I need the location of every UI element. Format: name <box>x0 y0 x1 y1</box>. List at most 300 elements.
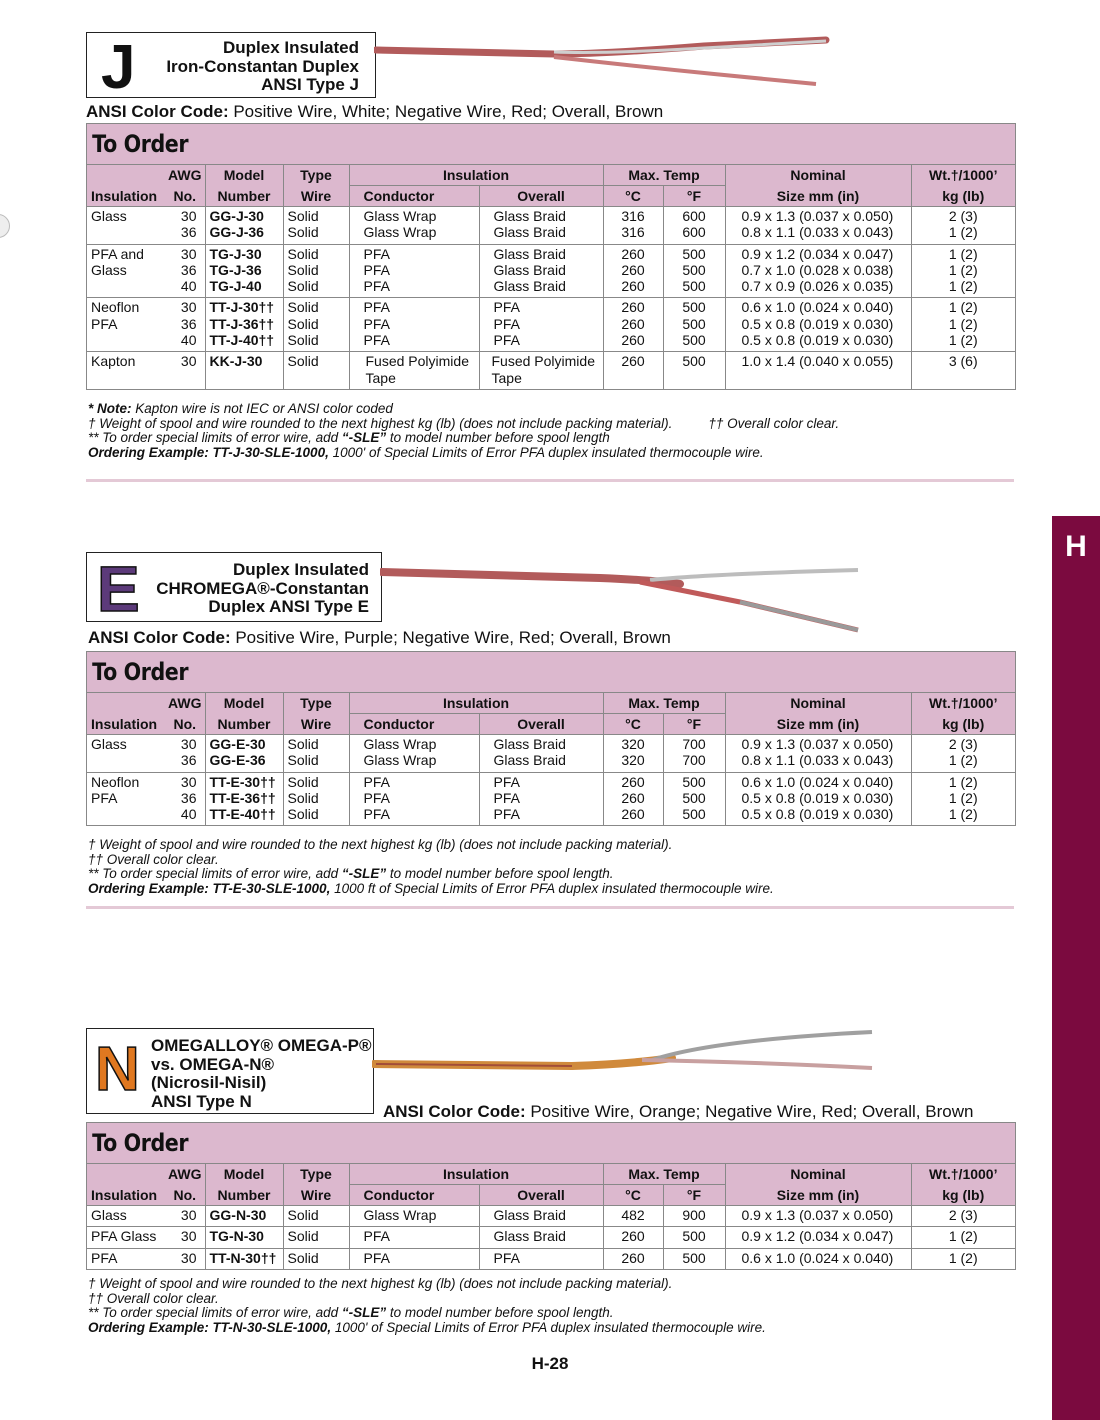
column-header: Conductor <box>349 1185 479 1206</box>
table-row <box>87 352 1015 389</box>
awg-cell: 40 <box>180 806 197 823</box>
size-cell: 0.5 x 0.8 (0.019 x 0.030) <box>725 332 911 352</box>
column-header: Type <box>283 1164 349 1185</box>
table-row <box>87 806 1015 825</box>
type-n-title-line-4: ANSI Type N <box>151 1091 252 1111</box>
footnote-line <box>88 1277 766 1292</box>
column-header: Conductor <box>349 186 479 207</box>
model-cell: TT-E-36†† <box>205 790 283 806</box>
temp-c-cell: 320 <box>603 752 663 772</box>
type-j-title-line-3: ANSI Type J <box>261 75 359 94</box>
table-row <box>87 1227 1015 1248</box>
temp-c-cell: 260 <box>603 278 663 298</box>
overall-cell: Glass Braid <box>479 207 603 225</box>
type-cell: Solid <box>283 207 349 225</box>
temp-f-cell: 900 <box>663 1206 725 1227</box>
type-cell: Solid <box>283 332 349 352</box>
temp-f-cell: 500 <box>663 332 725 352</box>
type-e-title-line-2: CHROMEGA®-Constantan <box>156 578 369 598</box>
size-cell: 0.9 x 1.3 (0.037 x 0.050) <box>725 1206 911 1227</box>
type-cell: Solid <box>283 752 349 772</box>
footnote-text: to model number before spool length <box>386 430 610 446</box>
temp-f-cell: 500 <box>663 278 725 298</box>
type-j-wire-image <box>374 32 834 92</box>
size-cell: 0.6 x 1.0 (0.024 x 0.040) <box>725 1248 911 1269</box>
type-cell: Solid <box>283 1248 349 1269</box>
temp-c-cell: 482 <box>603 1206 663 1227</box>
type-n-title-line-3: (Nicrosil-Nisil) <box>151 1073 267 1092</box>
type-n-notes <box>88 1277 766 1335</box>
overall-cell: Glass Braid <box>479 278 603 298</box>
weight-cell: 1 (2) <box>911 790 1015 806</box>
model-cell: TT-J-40†† <box>205 332 283 352</box>
overall-cell: PFA <box>479 316 603 332</box>
temp-f-cell: 700 <box>663 735 725 753</box>
type-cell: Solid <box>283 316 349 332</box>
temp-c-cell: 260 <box>603 1248 663 1269</box>
order-table <box>87 165 1015 389</box>
temp-f-cell: 500 <box>663 1227 725 1248</box>
overall-cell: Fused Polyimide Tape <box>479 352 603 389</box>
conductor-cell: PFA <box>349 790 479 806</box>
column-header: Model <box>205 165 283 186</box>
table-row <box>87 316 1015 332</box>
type-e-title-line-3: Duplex ANSI Type E <box>208 597 369 616</box>
footnote-text: † Weight of spool and wire rounded to the next highest kg (lb) (does not include packing material). <box>88 1276 673 1291</box>
overall-cell: Glass Braid <box>479 735 603 753</box>
conductor-cell: Glass Wrap <box>349 207 479 225</box>
type-cell: Solid <box>283 262 349 278</box>
insulation-cell: Glass <box>91 261 127 278</box>
temp-c-cell: 260 <box>603 298 663 316</box>
type-e-order-table <box>86 651 1016 826</box>
temp-f-cell: 500 <box>663 352 725 389</box>
column-header: Model <box>205 693 283 714</box>
awg-cell: 30 <box>165 1227 205 1248</box>
footnote-line <box>88 1306 766 1321</box>
footnote-text: 1000' of Special Limits of Error PFA duplex insulated thermocouple wire. <box>328 444 764 460</box>
size-cell: 0.9 x 1.2 (0.034 x 0.047) <box>725 244 911 262</box>
column-header: Number <box>205 186 283 207</box>
size-cell: 0.7 x 0.9 (0.026 x 0.035) <box>725 278 911 298</box>
temp-c-cell: 260 <box>603 316 663 332</box>
column-header: Nominal <box>725 165 911 186</box>
insulation-cell <box>87 278 165 298</box>
type-cell: Solid <box>283 244 349 262</box>
to-order-heading: To Order <box>87 124 1015 165</box>
insulation-cell: PFA <box>87 1248 165 1269</box>
conductor-cell: Glass Wrap <box>349 752 479 772</box>
footnote-bold: Ordering Example: TT-E-30-SLE-1000, <box>88 880 331 896</box>
column-header: Insulation <box>349 693 603 714</box>
table-row <box>87 790 1015 806</box>
type-n-order-table <box>86 1122 1016 1270</box>
column-header: Wire <box>283 186 349 207</box>
column-header: Overall <box>479 714 603 735</box>
to-order-heading: To Order <box>87 1123 1015 1164</box>
type-n-title-box <box>86 1028 374 1114</box>
column-header: °C <box>603 186 663 207</box>
column-header: Type <box>283 165 349 186</box>
overall-cell: PFA <box>479 1248 603 1269</box>
size-cell: 0.8 x 1.1 (0.033 x 0.043) <box>725 752 911 772</box>
overall-cell: Glass Braid <box>479 1227 603 1248</box>
type-e-letter: E <box>97 553 140 625</box>
awg-cell: 30 <box>165 735 205 753</box>
overall-cell: PFA <box>479 806 603 825</box>
temp-c-cell: 316 <box>603 207 663 225</box>
model-cell: GG-E-30 <box>205 735 283 753</box>
type-n-title-line-1: OMEGALLOY® OMEGA-P® <box>151 1036 372 1055</box>
temp-c-cell: 260 <box>603 244 663 262</box>
type-cell: Solid <box>283 772 349 790</box>
table-row <box>87 1248 1015 1269</box>
insulation-cell <box>87 806 165 825</box>
column-header: AWG <box>165 1164 205 1185</box>
insulation-cell: Kapton <box>87 352 165 389</box>
footnote-text: to model number before spool length. <box>386 1305 614 1321</box>
column-header <box>87 165 165 186</box>
overall-cell: Glass Braid <box>479 1206 603 1227</box>
footnote-line <box>88 417 839 432</box>
awg-cell: 30 <box>165 207 205 225</box>
column-header: Overall <box>479 1185 603 1206</box>
column-header: Insulation <box>349 165 603 186</box>
temp-f-cell: 500 <box>663 298 725 316</box>
temp-c-cell: 316 <box>603 224 663 244</box>
column-header: Max. Temp <box>603 1164 725 1185</box>
table-row <box>87 244 1015 262</box>
footnote-bold: * Note: <box>88 401 132 416</box>
footnote-line <box>88 431 839 446</box>
model-cell: TG-J-30 <box>205 244 283 262</box>
size-cell: 0.9 x 1.3 (0.037 x 0.050) <box>725 207 911 225</box>
column-header: Wire <box>283 714 349 735</box>
awg-cell: 30 <box>165 352 205 389</box>
column-header: Wt.†/1000’ <box>911 165 1015 186</box>
column-header: No. <box>165 714 205 735</box>
awg-cell: 40 <box>180 332 197 349</box>
footnote-text: 1000 ft of Special Limits of Error PFA duplex insulated thermocouple wire. <box>330 880 774 896</box>
column-header: Overall <box>479 186 603 207</box>
insulation-cell <box>87 332 165 352</box>
conductor-cell: Fused Polyimide Tape <box>349 352 479 389</box>
color-code-text: Positive Wire, White; Negative Wire, Red; Overall, Brown <box>228 102 664 121</box>
footnote-bold: Ordering Example: TT-J-30-SLE-1000, <box>88 444 329 460</box>
footnote-extra: †† Overall color clear. <box>708 415 840 431</box>
type-cell: Solid <box>283 806 349 825</box>
conductor-cell: PFA <box>349 772 479 790</box>
conductor-cell: PFA <box>349 244 479 262</box>
column-header: Insulation <box>87 186 165 207</box>
conductor-cell: PFA <box>349 1227 479 1248</box>
insulation-cell: PFA Glass <box>87 1227 165 1248</box>
column-header: Max. Temp <box>603 165 725 186</box>
type-n-letter: N <box>95 1035 140 1104</box>
weight-cell: 1 (2) <box>911 332 1015 352</box>
overall-cell: PFA <box>479 332 603 352</box>
type-e-color-code <box>88 628 671 648</box>
weight-cell: 2 (3) <box>911 1206 1015 1227</box>
model-cell: GG-N-30 <box>205 1206 283 1227</box>
footnote-text: ** To order special limits of error wire, add <box>88 866 342 882</box>
footnote-text: to model number before spool length. <box>386 866 614 882</box>
model-cell: GG-E-36 <box>205 752 283 772</box>
footnote-line <box>88 402 839 417</box>
type-cell: Solid <box>283 1227 349 1248</box>
column-header: No. <box>165 186 205 207</box>
model-cell: GG-J-36 <box>205 224 283 244</box>
footnote-text: Kapton wire is not IEC or ANSI color coded <box>131 401 393 416</box>
footnote-line <box>88 446 839 461</box>
size-cell: 0.9 x 1.3 (0.037 x 0.050) <box>725 735 911 753</box>
temp-c-cell: 260 <box>603 772 663 790</box>
awg-cell: 36 <box>180 315 197 332</box>
temp-c-cell: 260 <box>603 352 663 389</box>
temp-f-cell: 500 <box>663 772 725 790</box>
type-cell: Solid <box>283 790 349 806</box>
section-type-e <box>86 552 1016 922</box>
weight-cell: 1 (2) <box>911 1227 1015 1248</box>
model-cell: TT-J-36†† <box>205 316 283 332</box>
overall-cell: PFA <box>479 772 603 790</box>
type-cell: Solid <box>283 1206 349 1227</box>
conductor-cell: Glass Wrap <box>349 1206 479 1227</box>
conductor-cell: Glass Wrap <box>349 224 479 244</box>
column-header: kg (lb) <box>911 714 1015 735</box>
table-row <box>87 224 1015 244</box>
temp-f-cell: 600 <box>663 224 725 244</box>
temp-c-cell: 260 <box>603 332 663 352</box>
model-cell: TG-J-36 <box>205 262 283 278</box>
column-header: °C <box>603 1185 663 1206</box>
footnote-text: † Weight of spool and wire rounded to the next highest kg (lb) (does not include packing material). <box>88 415 673 431</box>
awg-cell: 30 <box>165 244 205 262</box>
weight-cell: 1 (2) <box>911 224 1015 244</box>
footnote-line <box>88 1321 766 1336</box>
column-header: Wt.†/1000’ <box>911 693 1015 714</box>
column-header: Number <box>205 714 283 735</box>
type-cell: Solid <box>283 278 349 298</box>
column-header <box>87 1164 165 1185</box>
conductor-cell: PFA <box>349 278 479 298</box>
footnote-bold: “-SLE” <box>341 430 387 446</box>
column-header: Wt.†/1000’ <box>911 1164 1015 1185</box>
column-header: kg (lb) <box>911 186 1015 207</box>
footnote-text: †† Overall color clear. <box>88 851 219 867</box>
temp-c-cell: 260 <box>603 262 663 278</box>
column-header: °F <box>663 714 725 735</box>
color-code-text: Positive Wire, Orange; Negative Wire, Red; Overall, Brown <box>525 1102 974 1121</box>
temp-c-cell: 320 <box>603 735 663 753</box>
model-cell: TT-J-30†† <box>205 298 283 316</box>
temp-c-cell: 260 <box>603 1227 663 1248</box>
type-e-notes <box>88 838 774 896</box>
weight-cell: 3 (6) <box>911 352 1015 389</box>
model-cell: GG-J-30 <box>205 207 283 225</box>
column-header: °F <box>663 186 725 207</box>
weight-cell: 1 (2) <box>911 772 1015 790</box>
type-n-title-line-2: vs. OMEGA-N® <box>151 1054 275 1074</box>
column-header: AWG <box>165 693 205 714</box>
size-cell: 0.5 x 0.8 (0.019 x 0.030) <box>725 316 911 332</box>
footnote-bold: “-SLE” <box>341 866 387 882</box>
column-header: Insulation <box>349 1164 603 1185</box>
column-header: °C <box>603 714 663 735</box>
column-header: Max. Temp <box>603 693 725 714</box>
type-j-title-line-2: Iron-Constantan Duplex <box>166 56 359 76</box>
type-j-notes <box>88 402 839 460</box>
awg-cell: 36 <box>180 261 197 278</box>
color-code-label: ANSI Color Code: <box>383 1102 526 1121</box>
type-j-letter: J <box>101 33 136 102</box>
temp-f-cell: 500 <box>663 244 725 262</box>
type-cell: Solid <box>283 735 349 753</box>
size-cell: 0.5 x 0.8 (0.019 x 0.030) <box>725 790 911 806</box>
column-header: No. <box>165 1185 205 1206</box>
side-tab-letter: H <box>1065 530 1087 563</box>
temp-f-cell: 500 <box>663 806 725 825</box>
size-cell: 0.7 x 1.0 (0.028 x 0.038) <box>725 262 911 278</box>
section-divider <box>86 906 1014 909</box>
overall-cell: PFA <box>479 298 603 316</box>
column-header: Size mm (in) <box>725 1185 911 1206</box>
type-e-title-box <box>86 552 382 625</box>
size-cell: 0.5 x 0.8 (0.019 x 0.030) <box>725 806 911 825</box>
insulation-cell: Glass <box>87 207 165 225</box>
conductor-cell: PFA <box>349 332 479 352</box>
column-header: Type <box>283 693 349 714</box>
weight-cell: 2 (3) <box>911 207 1015 225</box>
type-j-color-code <box>86 102 663 122</box>
footnote-bold: Ordering Example: TT-N-30-SLE-1000, <box>88 1319 332 1335</box>
model-cell: KK-J-30 <box>205 352 283 389</box>
type-cell: Solid <box>283 352 349 389</box>
overall-cell: Glass Braid <box>479 752 603 772</box>
temp-c-cell: 260 <box>603 806 663 825</box>
weight-cell: 1 (2) <box>911 244 1015 262</box>
insulation-cell: Glass <box>87 1206 165 1227</box>
size-cell: 0.8 x 1.1 (0.033 x 0.043) <box>725 224 911 244</box>
type-n-wire-image <box>372 1028 882 1088</box>
section-type-n <box>86 1028 1016 1348</box>
conductor-cell: PFA <box>349 806 479 825</box>
table-row <box>87 735 1015 753</box>
weight-cell: 1 (2) <box>911 278 1015 298</box>
conductor-cell: Glass Wrap <box>349 735 479 753</box>
column-header: Conductor <box>349 714 479 735</box>
footnote-text: †† Overall color clear. <box>88 1290 219 1306</box>
conductor-cell: PFA <box>349 262 479 278</box>
awg-cell: 40 <box>180 278 197 295</box>
insulation-cell: PFA <box>91 789 118 806</box>
to-order-heading: To Order <box>87 652 1015 693</box>
model-cell: TG-N-30 <box>205 1227 283 1248</box>
weight-cell: 2 (3) <box>911 735 1015 753</box>
footnote-line <box>88 867 774 882</box>
footnote-text: ** To order special limits of error wire, add <box>88 1305 342 1321</box>
section-divider <box>86 479 1014 482</box>
insulation-cell: Neoflon <box>87 772 165 790</box>
type-cell: Solid <box>283 224 349 244</box>
column-header: Nominal <box>725 1164 911 1185</box>
section-side-tab <box>1052 516 1100 1420</box>
table-row <box>87 752 1015 772</box>
weight-cell: 1 (2) <box>911 298 1015 316</box>
size-cell: 0.6 x 1.0 (0.024 x 0.040) <box>725 298 911 316</box>
overall-cell: PFA <box>479 790 603 806</box>
footnote-text: † Weight of spool and wire rounded to the next highest kg (lb) (does not include packing material). <box>88 837 673 852</box>
column-header: Size mm (in) <box>725 186 911 207</box>
model-cell: TT-N-30†† <box>205 1248 283 1269</box>
column-header: °F <box>663 1185 725 1206</box>
insulation-cell: PFA <box>91 315 118 332</box>
insulation-cell: Glass <box>87 735 165 753</box>
insulation-cell <box>87 752 165 772</box>
temp-f-cell: 700 <box>663 752 725 772</box>
table-row <box>87 772 1015 790</box>
type-n-color-code <box>383 1102 973 1122</box>
section-type-j <box>86 32 1016 492</box>
table-row <box>87 278 1015 298</box>
footnote-text: 1000' of Special Limits of Error PFA duplex insulated thermocouple wire. <box>331 1319 766 1335</box>
size-cell: 1.0 x 1.4 (0.040 x 0.055) <box>725 352 911 389</box>
temp-f-cell: 600 <box>663 207 725 225</box>
column-header <box>87 693 165 714</box>
weight-cell: 1 (2) <box>911 1248 1015 1269</box>
awg-cell: 36 <box>180 752 197 769</box>
table-row <box>87 298 1015 316</box>
table-row <box>87 262 1015 278</box>
type-e-title-line-1: Duplex Insulated <box>232 560 369 579</box>
weight-cell: 1 (2) <box>911 806 1015 825</box>
awg-cell: 30 <box>165 772 205 790</box>
type-j-title-box <box>86 32 376 102</box>
size-cell: 0.9 x 1.2 (0.034 x 0.047) <box>725 1227 911 1248</box>
temp-f-cell: 500 <box>663 262 725 278</box>
footnote-bold: “-SLE” <box>341 1305 387 1321</box>
table-row <box>87 332 1015 352</box>
conductor-cell: PFA <box>349 1248 479 1269</box>
footnote-line <box>88 853 774 868</box>
type-j-order-table <box>86 123 1016 390</box>
column-header: Wire <box>283 1185 349 1206</box>
insulation-cell: PFA and <box>87 244 165 262</box>
column-header: Number <box>205 1185 283 1206</box>
footnote-text: ** To order special limits of error wire, add <box>88 430 342 446</box>
color-code-label: ANSI Color Code: <box>88 628 231 647</box>
footnote-line <box>88 838 774 853</box>
table-row <box>87 1206 1015 1227</box>
temp-f-cell: 500 <box>663 790 725 806</box>
model-cell: TT-E-30†† <box>205 772 283 790</box>
temp-f-cell: 500 <box>663 316 725 332</box>
column-header: AWG <box>165 165 205 186</box>
conductor-cell: PFA <box>349 316 479 332</box>
temp-c-cell: 260 <box>603 790 663 806</box>
type-cell: Solid <box>283 298 349 316</box>
column-header: Size mm (in) <box>725 714 911 735</box>
overall-cell: Glass Braid <box>479 244 603 262</box>
insulation-cell <box>87 224 165 244</box>
order-table <box>87 1164 1015 1269</box>
awg-cell: 30 <box>165 1206 205 1227</box>
weight-cell: 1 (2) <box>911 262 1015 278</box>
awg-cell: 36 <box>180 224 197 241</box>
awg-cell: 36 <box>180 789 197 806</box>
model-cell: TT-E-40†† <box>205 806 283 825</box>
overall-cell: Glass Braid <box>479 224 603 244</box>
